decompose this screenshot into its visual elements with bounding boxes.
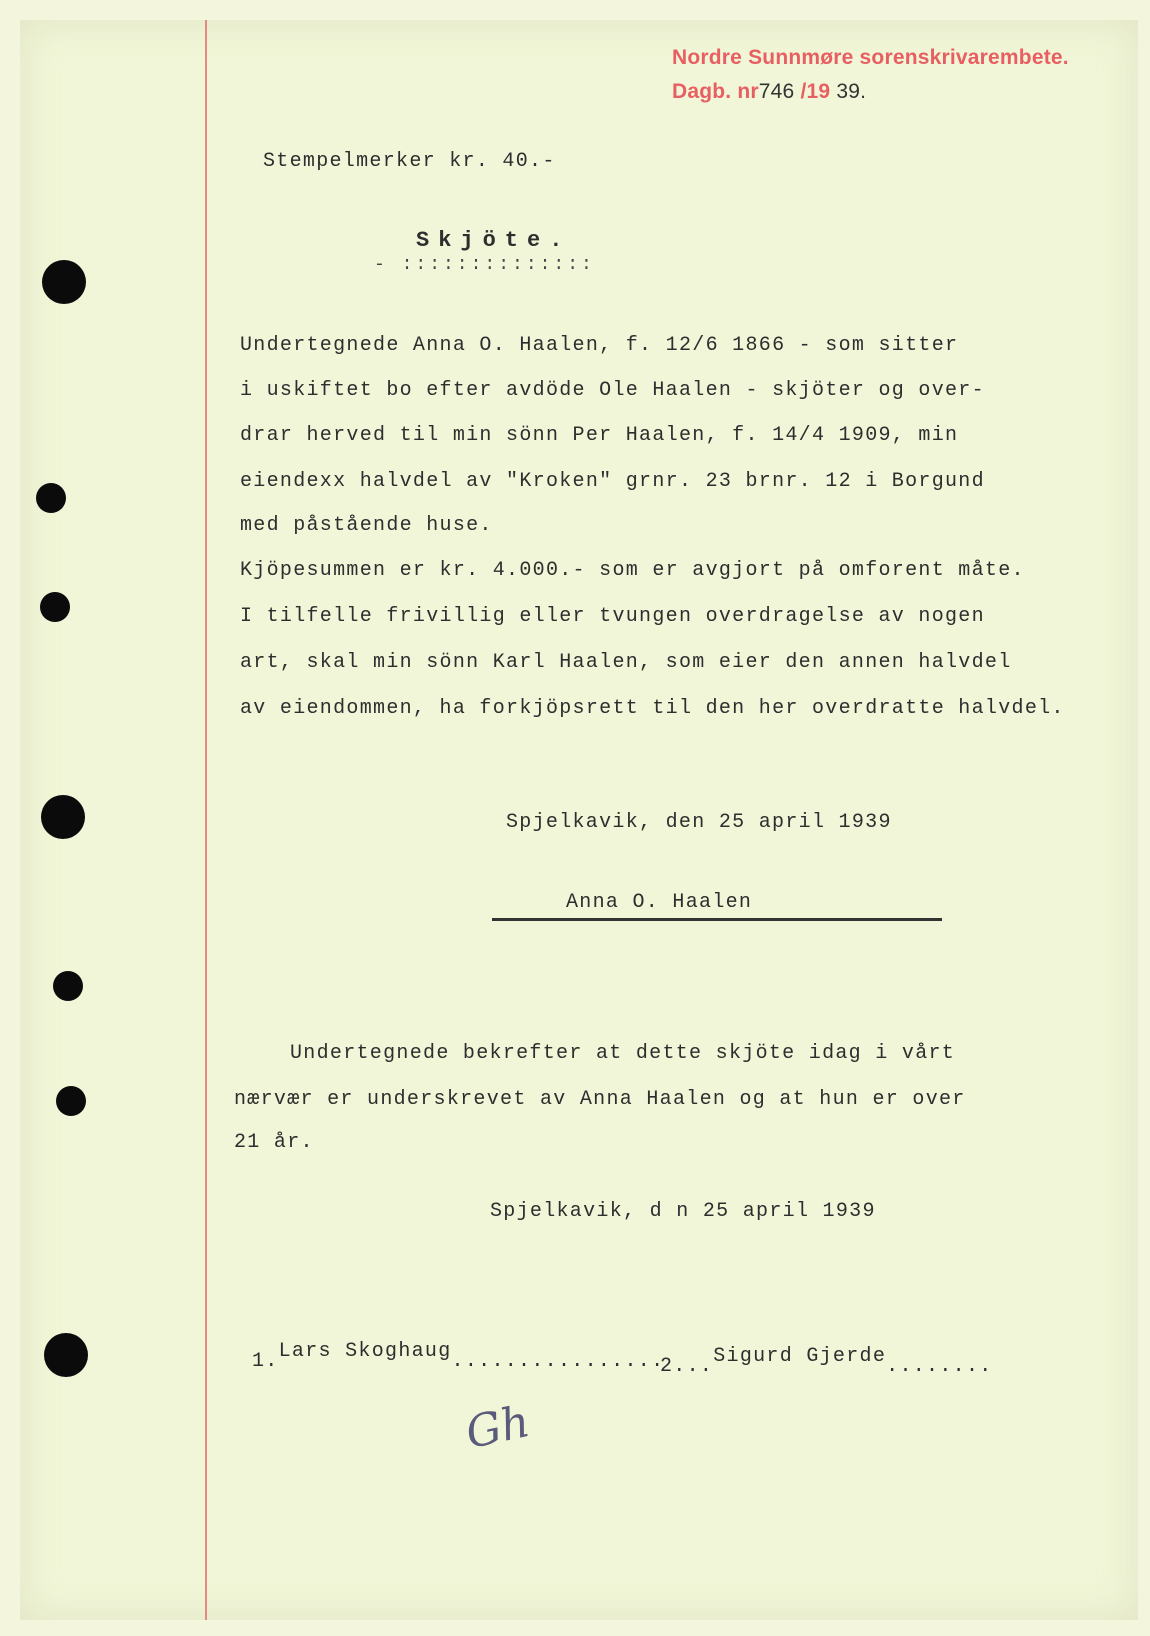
margin-line	[205, 20, 207, 1620]
witness-line: 21 år.	[234, 1131, 314, 1154]
body-line: av eiendommen, ha forkjöpsrett til den her overdratte halvdel.	[240, 697, 1065, 720]
dotted-line: ................	[451, 1350, 665, 1373]
body-line: drar herved til min sönn Per Haalen, f. 14/4 1909, min	[240, 424, 959, 447]
body-line: I tilfelle frivillig eller tvungen overdragelse av nogen	[240, 605, 985, 628]
body-line: Undertegnede Anna O. Haalen, f. 12/6 1866 - som sitter	[240, 334, 959, 357]
punch-hole	[42, 260, 86, 304]
dagbok-number: 746	[758, 80, 795, 103]
stamp-duty: Stempelmerker kr. 40.-	[263, 150, 556, 173]
body-line: i uskiftet bo efter avdöde Ole Haalen - skjöter og over-	[240, 379, 985, 402]
witness-number: 2...	[660, 1355, 714, 1378]
punch-hole	[53, 971, 83, 1001]
witness-name: Lars Skoghaug	[278, 1340, 452, 1363]
place-date: Spjelkavik, den 25 april 1939	[506, 811, 892, 834]
punch-hole	[41, 795, 85, 839]
dagbok-prefix: Dagb. nr	[672, 80, 759, 103]
punch-hole	[44, 1333, 88, 1377]
handwritten-initials: Gh	[461, 1395, 535, 1460]
place-date: Spjelkavik, d n 25 april 1939	[490, 1200, 876, 1223]
document-title: Skjöte.	[416, 228, 572, 253]
body-line: Kjöpesummen er kr. 4.000.- som er avgjort på omforent måte.	[240, 559, 1025, 582]
dotted-line: ........	[886, 1355, 993, 1378]
witness-line: nærvær er underskrevet av Anna Haalen og at hun er over	[234, 1088, 966, 1111]
witness-signature-1	[252, 1340, 665, 1373]
body-line: eiendexx halvdel av "Kroken" grnr. 23 brnr. 12 i Borgund	[240, 470, 985, 493]
body-line: art, skal min sönn Karl Haalen, som eier den annen halvdel	[240, 651, 1012, 674]
witness-number: 1.	[252, 1350, 279, 1373]
stamp-dagbok	[672, 80, 866, 104]
witness-name: Sigurd Gjerde	[713, 1345, 887, 1368]
dagbok-sep: /	[800, 80, 807, 103]
title-underline: - ::::::::::::::	[374, 255, 595, 275]
dagbok-year: 39.	[836, 80, 867, 103]
punch-hole	[40, 592, 70, 622]
body-line: med påstående huse.	[240, 514, 493, 537]
signature-name: Anna O. Haalen	[566, 891, 753, 914]
dagbok-century: 19	[806, 80, 831, 103]
stamp-office: Nordre Sunnmøre sorenskrivarembete.	[672, 46, 1069, 69]
witness-signature-2	[660, 1345, 993, 1378]
signature-line	[492, 918, 942, 921]
punch-hole	[36, 483, 66, 513]
witness-line: Undertegnede bekrefter at dette skjöte idag i vårt	[290, 1042, 956, 1065]
punch-hole	[56, 1086, 86, 1116]
